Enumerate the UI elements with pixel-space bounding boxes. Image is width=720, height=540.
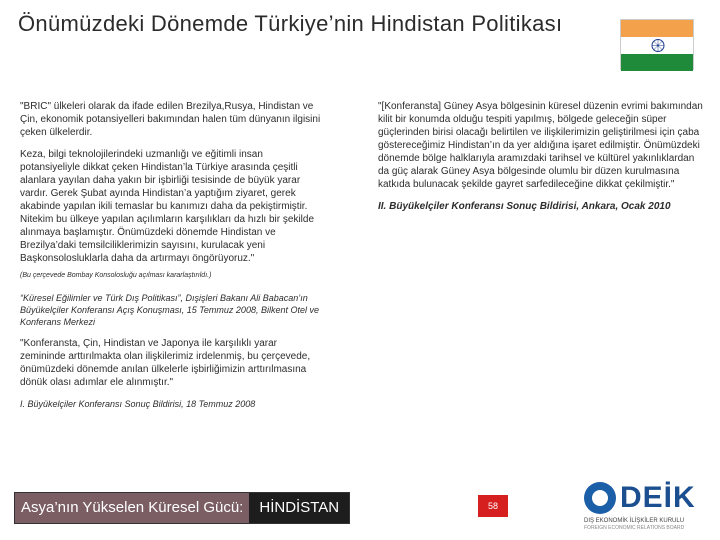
ashoka-chakra-icon: [650, 37, 666, 53]
right-column: [378, 100, 708, 222]
left-note: (Bu çerçevede Bombay Konsolosluğu açılması kararlaştırıldı.): [20, 272, 212, 279]
india-flag-icon: [620, 19, 694, 70]
right-reference: II. Büyükelçiler Konferansı Sonuç Bildirisi, Ankara, Ocak 2010: [378, 201, 671, 212]
flag-saffron-band: [621, 20, 693, 37]
logo-brand: DEİK: [620, 481, 696, 514]
left-column: [20, 100, 325, 419]
footer-right-label: HİNDİSTAN: [249, 493, 349, 523]
flag-white-band: [621, 37, 693, 54]
left-reference-2: I. Büyükelçiler Konferansı Sonuç Bildirisi, 18 Temmuz 2008: [20, 399, 256, 409]
right-paragraph-1: "[Konferansta] Güney Asya bölgesinin küresel düzenin evrimi bakımından kilit bir konumda olduğu tespiti yapılmış, bölgede geleceğin süper güçlerinden birisi olacağı belirtilen ve ilişkilerimizin geliştirilmesi için çaba göstereceğimiz Hindistan’ın da yer aldığına işaret edilmiştir. Önümüzdeki dönemde bölge halklarıyla aramızdaki tarihsel ve kültürel yakınlıklardan da güç alarak Güney Asya bölgesinde olumlu bir düzen kurulmasına katkıda bulunacak şekilde gayret sarfedileceğine dikkat çekilmiştir.": [378, 101, 703, 190]
left-paragraph-3: "Konferansta, Çin, Hindistan ve Japonya ile karşılıklı yarar zemininde arttırılmakta olan ilişkilerimiz irdelenmiş, bu çerçevede, önümüzdeki dönemde anılan ülkelerle işbirliğimizin arttırılmasına dönük olası adımlar ele alınmıştır.": [20, 338, 311, 388]
footer-title-box: [14, 492, 350, 524]
deik-logo: [582, 480, 710, 532]
left-reference-1: “Küresel Eğilimler ve Türk Dış Politikası”, Dışişleri Bakanı Ali Babacan’ın Büyükelçiler Konferansı Açış Konuşması, 15 Temmuz 2008, Bilkent Otel ve Konferans Merkezi: [20, 293, 319, 327]
flag-green-band: [621, 54, 693, 71]
logo-subtitle-en: FOREIGN ECONOMIC RELATIONS BOARD: [584, 525, 685, 531]
logo-subtitle-tr: DIŞ EKONOMİK İLİŞKİLER KURULU: [584, 518, 685, 524]
deik-emblem-icon: [584, 482, 616, 514]
left-paragraph-2: Keza, bilgi teknolojilerindeki uzmanlığı ve eğitimli insan potansiyeliyle dikkat çeken Hindistan’la Türkiye arasında çeşitli alanlara yayılan daha yakın bir işbirliği tesisinde de büyük yarar vardır. Gerek Şubat ayında Hindistan’a yaptığım ziyaret, gerek akabinde yapılan ikili temaslar bu kanımızı daha da pekiştirmiştir. Nitekim bu ülkeye yapılan açılımların karşılıkları da hızlı bir şekilde alınmaya başlamıştır. Önümüzdeki dönemde Hindistan ve Brezilya’daki temsilciliklerimizin sayısını, kurulacak yeni Başkonsolosluklarla daha da artırmayı öngörüyoruz.": [20, 149, 315, 264]
page-number: 58: [478, 495, 508, 517]
footer-left-label: Asya’nın Yükselen Küresel Gücü:: [15, 493, 249, 523]
left-paragraph-1: "BRIC" ülkeleri olarak da ifade edilen Brezilya,Rusya, Hindistan ve Çin, ekonomik potansiyelleri bakımından halen tüm dünyanın ilgisini çeken ülkelerdir.: [20, 101, 321, 138]
page-title: Önümüzdeki Dönemde Türkiye’nin Hindistan Politikası: [18, 11, 563, 36]
